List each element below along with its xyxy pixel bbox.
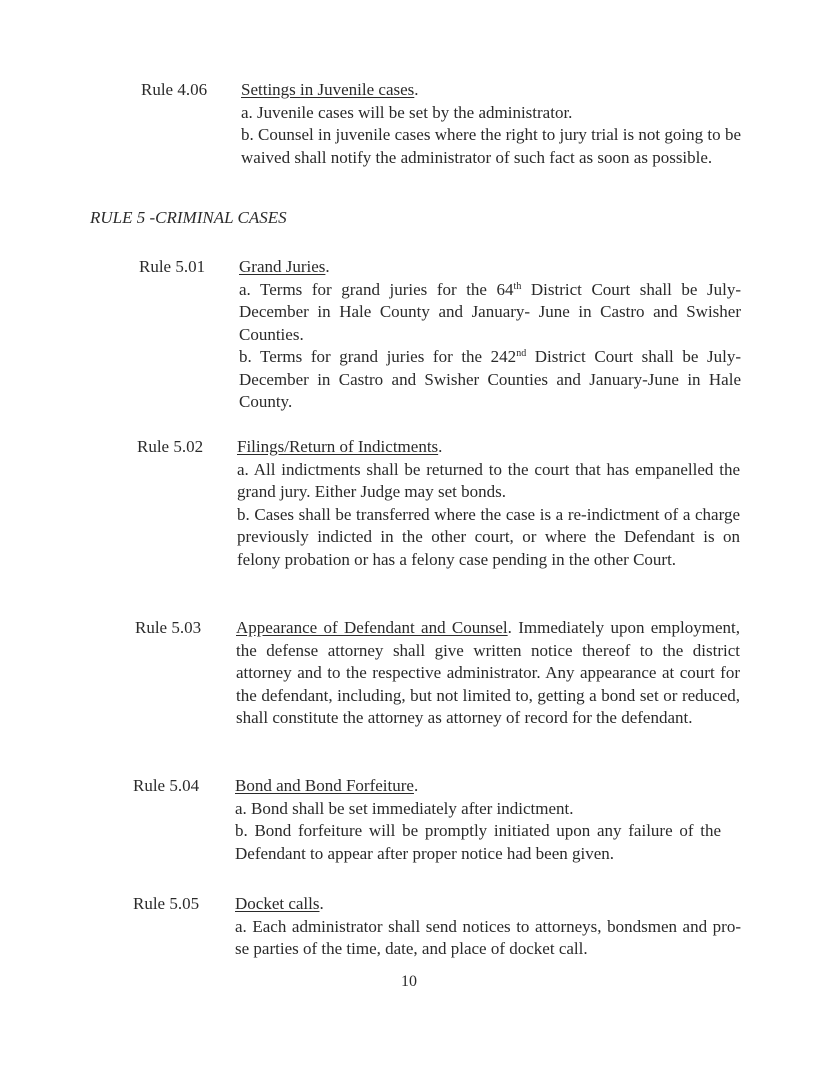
title-period: . — [438, 437, 443, 456]
rule-number: Rule 5.02 — [137, 437, 204, 456]
paragraph-a — [239, 279, 741, 347]
rule-title: Appearance of Defendant and Counsel — [236, 618, 508, 637]
rule-title: Bond and Bond Forfeiture — [235, 776, 414, 795]
paragraph-a: a. All indictments shall be returned to the court that has empanelled the grand jury. Either Judge may set bonds. — [237, 459, 740, 501]
rule-text: Immediately upon employment, the defense attorney shall give written notice thereof to the district attorney and to the respective administrator. Any appearance at court for the defendant, including, but not limited to, getting a bond set or reduced, shall constitute the attorney as attorney of record for the defendant. — [236, 618, 740, 727]
rule-number: Rule 5.05 — [133, 894, 200, 913]
paragraph-b: b. Counsel in juvenile cases where the right to jury trial is not going to be waived shall notify the administrator of such fact as soon as possible. — [241, 125, 741, 167]
paragraph-b-text: b. Terms for grand juries for the 242 — [239, 347, 517, 366]
paragraph-b: b. Cases shall be transferred where the case is a re-indictment of a charge previously indicted in the other court, or where the Defendant is on felony probation or has a felony case pending in the other Court. — [237, 504, 740, 569]
rule-body — [235, 893, 741, 961]
rule-title-line — [237, 436, 740, 459]
rule-body — [239, 256, 741, 414]
page-number: 10 — [401, 973, 417, 990]
title-period: . — [413, 776, 419, 795]
title-period: . — [325, 257, 330, 276]
ordinal-suffix: nd — [516, 348, 527, 359]
rule-number: Rule 5.04 — [133, 776, 200, 795]
rule-body — [237, 436, 740, 571]
rule-title: Settings in Juvenile cases — [241, 80, 415, 99]
rule-body — [241, 79, 741, 169]
rule-number: Rule 4.06 — [141, 80, 208, 99]
rule-title-line — [239, 256, 741, 279]
title-period: . — [319, 894, 324, 913]
paragraph-b-text-cont: District Court shall be July-December in Castro and Swisher Counties and January-June in Hale County. — [239, 347, 741, 411]
rule-title-line — [235, 893, 741, 916]
paragraph-a-text-cont: District Court shall be July-December in Hale County and January- June in Castro and Swisher Counties. — [239, 279, 741, 344]
rule-title: Docket calls — [235, 894, 320, 913]
rule-number: Rule 5.01 — [139, 257, 206, 276]
rule-title: Grand Juries — [239, 257, 326, 276]
paragraph-a: a. Bond shall be set immediately after indictment. — [235, 798, 574, 818]
title-period: . — [414, 80, 419, 99]
ordinal-suffix: th — [513, 280, 522, 292]
section-heading: RULE 5 -CRIMINAL CASES — [90, 208, 287, 227]
rule-body — [235, 775, 721, 865]
paragraph-a-text: a. Terms for grand juries for the 64 — [239, 279, 514, 299]
rule-title-line — [241, 79, 741, 102]
paragraph-b — [239, 346, 741, 414]
title-period: . — [507, 618, 512, 637]
paragraph-a: a. Juvenile cases will be set by the administrator. — [241, 102, 573, 122]
paragraph-b: b. Bond forfeiture will be promptly initiated upon any failure of the Defendant to appear after proper notice had been given. — [235, 821, 721, 863]
rule-body — [236, 617, 740, 730]
rule-title-line — [235, 775, 721, 798]
paragraph-a: a. Each administrator shall send notices to attorneys, bondsmen and pro-se parties of the time, date, and place of docket call. — [235, 916, 741, 958]
rule-number: Rule 5.03 — [135, 618, 202, 637]
rule-title: Filings/Return of Indictments — [237, 437, 439, 456]
